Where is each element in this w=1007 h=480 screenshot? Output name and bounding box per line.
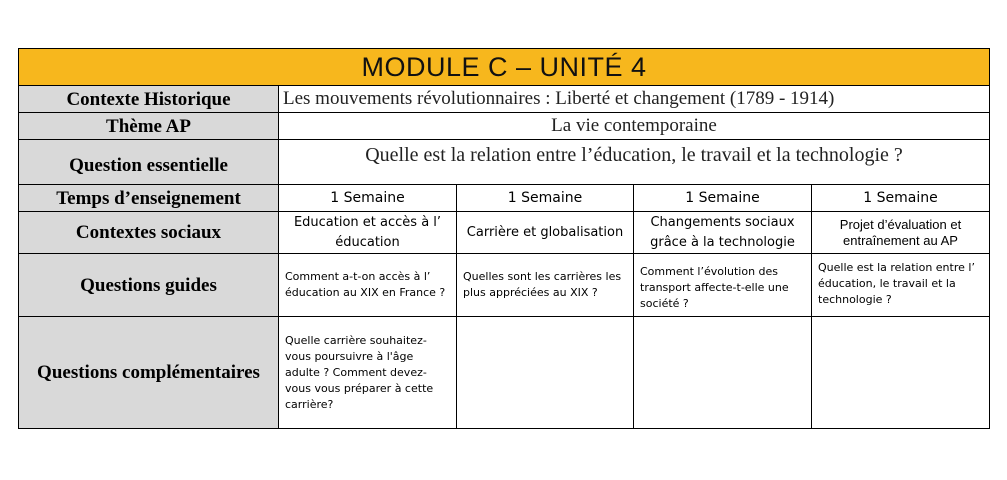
questions-guides-label: Questions guides bbox=[19, 254, 279, 317]
question-complementaire-3 bbox=[634, 317, 812, 429]
question-essentielle-value: Quelle est la relation entre l’éducation, le travail et la technologie ? bbox=[279, 140, 990, 185]
question-guide-4: Quelle est la relation entre l’ éducation, le travail et la technologie ? bbox=[812, 254, 990, 317]
question-guide-1: Comment a-t-on accès à l’ éducation au XIX en France ? bbox=[279, 254, 457, 317]
contexte-social-1: Education et accès à l’ éducation bbox=[279, 212, 457, 254]
contextes-sociaux-label: Contextes sociaux bbox=[19, 212, 279, 254]
contexte-historique-value: Les mouvements révolutionnaires : Liberté et changement (1789 - 1914) bbox=[279, 86, 990, 113]
week-3: 1 Semaine bbox=[634, 185, 812, 212]
question-complementaire-4 bbox=[812, 317, 990, 429]
questions-complementaires-label: Questions complémentaires bbox=[19, 317, 279, 429]
module-table bbox=[18, 48, 990, 429]
temps-enseignement-label: Temps d’enseignement bbox=[19, 185, 279, 212]
module-title: MODULE C – UNITÉ 4 bbox=[19, 49, 990, 86]
week-1: 1 Semaine bbox=[279, 185, 457, 212]
week-4: 1 Semaine bbox=[812, 185, 990, 212]
contexte-historique-label: Contexte Historique bbox=[19, 86, 279, 113]
question-complementaire-1: Quelle carrière souhaitez-vous poursuivre à l'âge adulte ? Comment devez-vous vous préparer à cette carrière? bbox=[279, 317, 457, 429]
question-complementaire-2 bbox=[457, 317, 634, 429]
theme-ap-label: Thème AP bbox=[19, 113, 279, 140]
week-2: 1 Semaine bbox=[457, 185, 634, 212]
contexte-social-2: Carrière et globalisation bbox=[457, 212, 634, 254]
contexte-social-3: Changements sociaux grâce à la technologie bbox=[634, 212, 812, 254]
question-guide-3: Comment l’évolution des transport affecte-t-elle une société ? bbox=[634, 254, 812, 317]
question-guide-2: Quelles sont les carrières les plus appréciées au XIX ? bbox=[457, 254, 634, 317]
theme-ap-value: La vie contemporaine bbox=[279, 113, 990, 140]
contexte-social-4: Projet d’évaluation et entraînement au AP bbox=[812, 212, 990, 254]
question-essentielle-label: Question essentielle bbox=[19, 140, 279, 185]
